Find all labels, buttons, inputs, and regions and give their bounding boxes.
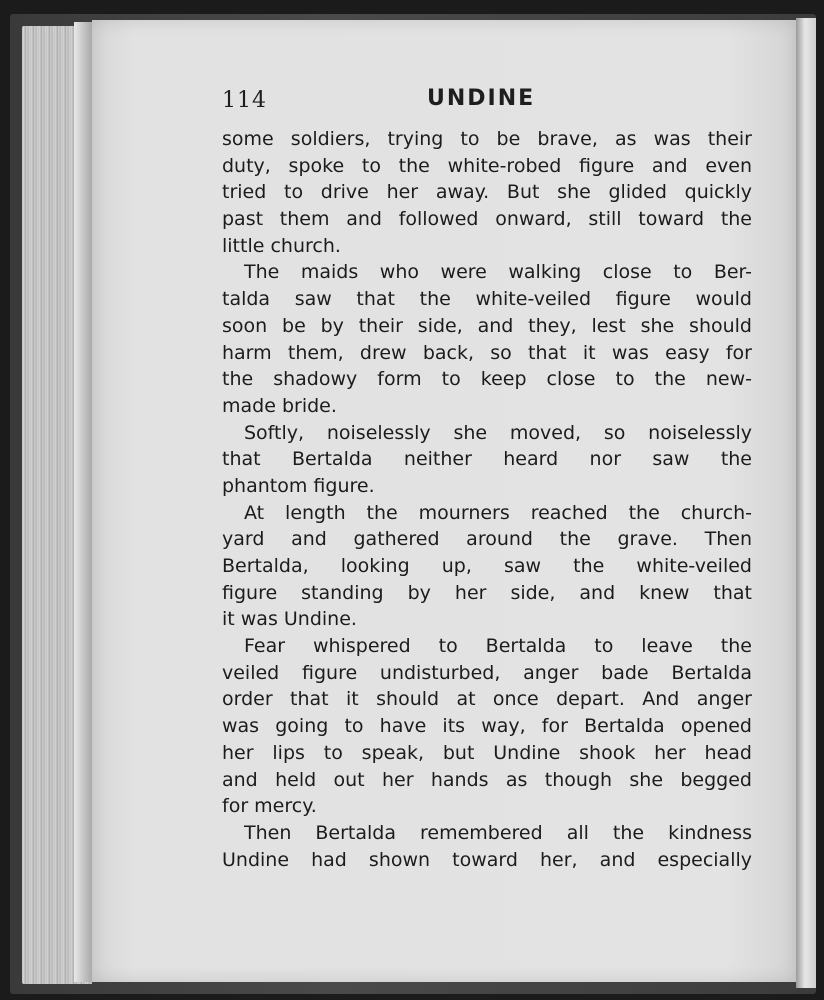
body-text (222, 126, 752, 873)
text-line: Softly, noiselessly she moved, so noiselessly (244, 421, 752, 444)
text-line: it was Undine. (222, 608, 357, 631)
text-line: yard and gathered around the grave. Then (222, 528, 752, 551)
text-line: tried to drive her away. But she glided quickly (222, 181, 752, 204)
text-line: phantom figure. (222, 474, 375, 497)
text-line: Then Bertalda remembered all the kindness (244, 821, 752, 844)
text-line: and held out her hands as though she begged (222, 768, 752, 791)
text-line: The maids who were walking close to Ber- (244, 261, 752, 284)
text-line: Undine had shown toward her, and especially (222, 848, 752, 871)
text-line: the shadowy form to keep close to the new- (222, 368, 752, 391)
text-line: her lips to speak, but Undine shook her head (222, 741, 752, 764)
text-line: some soldiers, trying to be brave, as was their (222, 128, 752, 150)
page-header (222, 84, 752, 118)
text-line: figure standing by her side, and knew that (222, 581, 752, 604)
text-line: soon be by their side, and they, lest she should (222, 314, 752, 337)
text-line: past them and followed onward, still toward the (222, 208, 752, 231)
text-line: harm them, drew back, so that it was easy for (222, 341, 752, 364)
text-line: was going to have its way, for Bertalda opened (222, 715, 752, 738)
text-line: that Bertalda neither heard nor saw the (222, 448, 752, 471)
text-line: order that it should at once depart. And anger (222, 688, 752, 711)
text-line: for mercy. (222, 795, 317, 818)
running-title: UNDINE (427, 86, 536, 111)
facing-page-edge (796, 18, 816, 988)
text-line: made bride. (222, 394, 337, 417)
text-line: Fear whispered to Bertalda to leave the (244, 635, 752, 658)
text-line: little church. (222, 234, 341, 257)
text-line: talda saw that the white-veiled figure would (222, 288, 752, 311)
text-line: Bertalda, looking up, saw the white-veiled (222, 555, 752, 577)
text-line: duty, spoke to the white-robed figure and even (222, 154, 752, 177)
page-number: 114 (222, 88, 267, 113)
text-line: At length the mourners reached the church- (244, 501, 752, 524)
text-line: veiled figure undisturbed, anger bade Bertalda (222, 661, 752, 684)
